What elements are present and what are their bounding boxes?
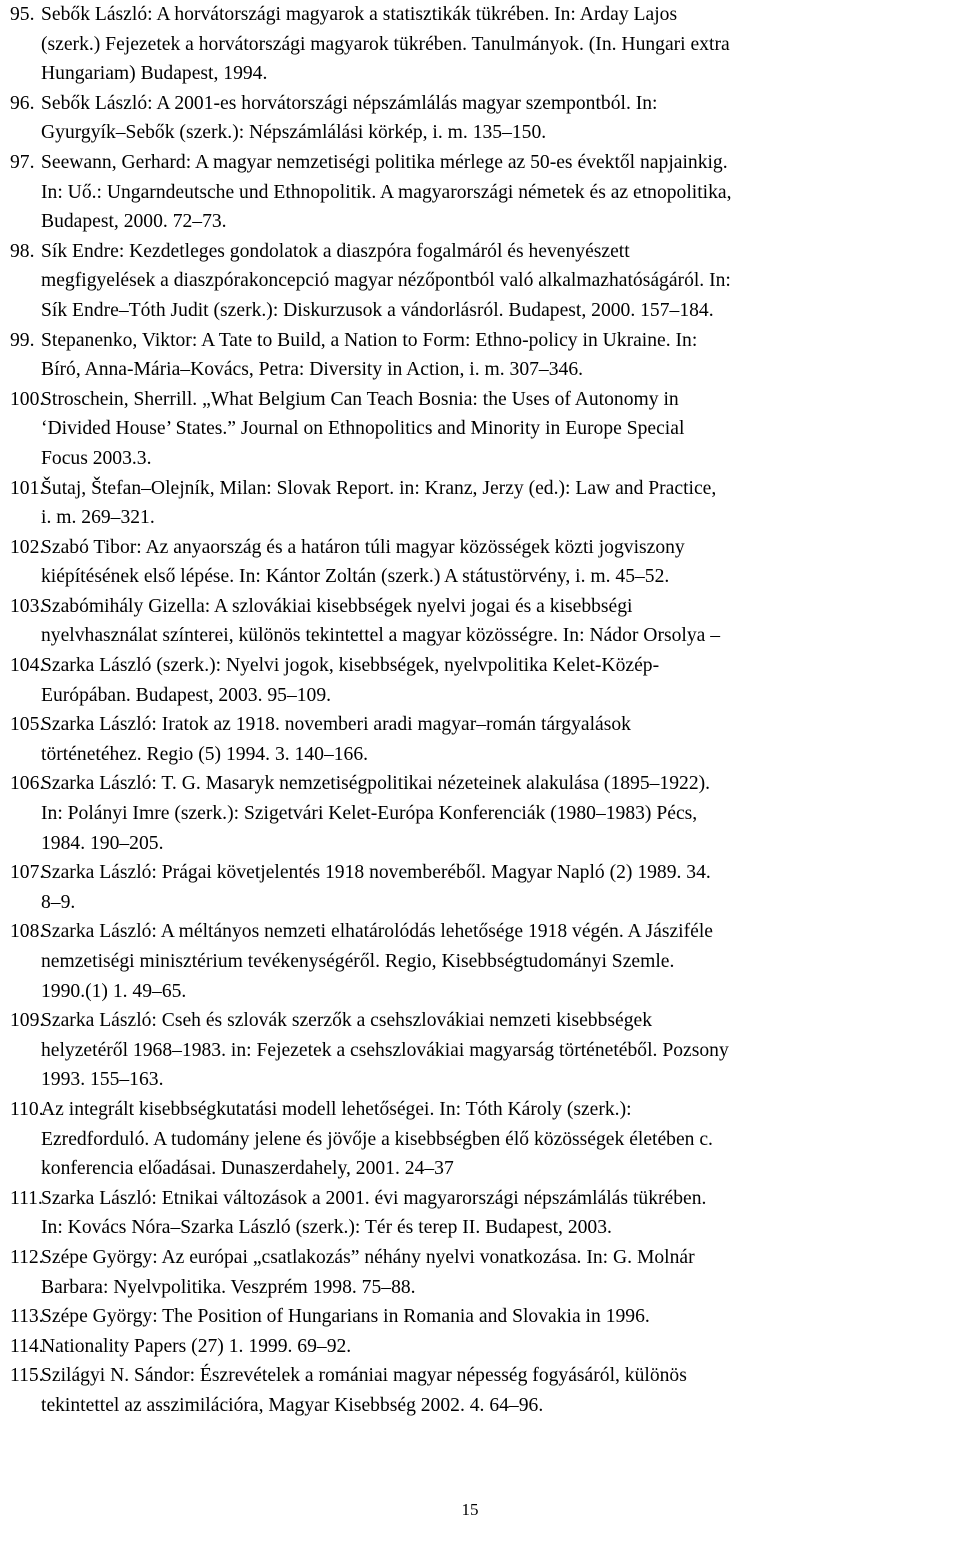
reference-text-line: Európában. Budapest, 2003. 95–109. bbox=[41, 684, 332, 706]
reference-item bbox=[10, 1095, 950, 1184]
reference-list bbox=[10, 0, 950, 1421]
reference-text-line: Hungariam) Budapest, 1994. bbox=[41, 63, 268, 85]
reference-number: 95. bbox=[10, 4, 35, 25]
reference-item bbox=[10, 89, 950, 148]
reference-text-line: megfigyelések a diaszpórakoncepció magyar nézőpontból való alkalmazhatóságáról. In: bbox=[41, 270, 731, 292]
reference-item bbox=[10, 1302, 950, 1332]
reference-text-line: In: Polányi Imre (szerk.): Szigetvári Kelet-Európa Konferenciák (1980–1983) Pécs, bbox=[41, 803, 698, 825]
reference-text-line: 1990.(1) 1. 49–65. bbox=[41, 980, 187, 1002]
reference-text-line: helyzetéről 1968–1983. in: Fejezetek a csehszlovákiai magyarság történetéből. Pozsony bbox=[41, 1039, 729, 1061]
reference-number: 104. bbox=[10, 655, 45, 677]
reference-item bbox=[10, 1006, 950, 1095]
reference-item bbox=[10, 1361, 950, 1420]
reference-number: 109. bbox=[10, 1010, 45, 1032]
reference-text-line: konferencia előadásai. Dunaszerdahely, 2001. 24–37 bbox=[41, 1158, 454, 1180]
reference-item bbox=[10, 1332, 950, 1362]
reference-text-line: Szarka László: A méltányos nemzeti elhatárolódás lehetősége 1918 végén. A Jásziféle bbox=[41, 921, 713, 943]
reference-text-line: Szarka László: Etnikai változások a 2001. évi magyarországi népszámlálás tükrében. bbox=[41, 1187, 707, 1209]
reference-item bbox=[10, 769, 950, 858]
reference-number: 101. bbox=[10, 477, 45, 499]
reference-text-line: Nationality Papers (27) 1. 1999. 69–92. bbox=[41, 1335, 352, 1357]
reference-text-line: Stroschein, Sherrill. „What Belgium Can Teach Bosnia: the Uses of Autonomy in bbox=[41, 388, 679, 410]
reference-text-line: Bíró, Anna-Mária–Kovács, Petra: Diversity in Action, i. m. 307–346. bbox=[41, 359, 584, 381]
reference-item bbox=[10, 474, 950, 533]
reference-text-line: Ezredforduló. A tudomány jelene és jövője a kisebbségben élő közösségek életében c. bbox=[41, 1128, 713, 1150]
reference-number: 99. bbox=[10, 329, 35, 351]
reference-text-line: Sebők László: A horvátországi magyarok a statisztikák tükrében. In: Arday Lajos bbox=[41, 4, 678, 25]
reference-item bbox=[10, 326, 950, 385]
reference-item bbox=[10, 651, 950, 710]
reference-number: 108. bbox=[10, 921, 45, 943]
reference-text-line: In: Kovács Nóra–Szarka László (szerk.): Tér és terep II. Budapest, 2003. bbox=[41, 1217, 612, 1239]
reference-number: 105. bbox=[10, 714, 45, 736]
reference-item bbox=[10, 917, 950, 1006]
reference-number: 97. bbox=[10, 151, 35, 173]
reference-text-line: Focus 2003.3. bbox=[41, 447, 152, 469]
reference-number: 110. bbox=[10, 1098, 44, 1120]
page-number: 15 bbox=[461, 1500, 479, 1519]
reference-text-line: történetéhez. Regio (5) 1994. 3. 140–166. bbox=[41, 743, 369, 765]
reference-text-line: Barbara: Nyelvpolitika. Veszprém 1998. 75–88. bbox=[41, 1276, 416, 1298]
reference-item bbox=[10, 592, 950, 651]
reference-number: 106. bbox=[10, 773, 45, 795]
reference-text-line: Sík Endre: Kezdetleges gondolatok a diaszpóra fogalmáról és hevenyészett bbox=[41, 240, 630, 262]
reference-text-line: Budapest, 2000. 72–73. bbox=[41, 211, 227, 233]
reference-text-line: 1984. 190–205. bbox=[41, 832, 164, 854]
reference-text-line: Stepanenko, Viktor: A Tate to Build, a Nation to Form: Ethno-policy in Ukraine. In: bbox=[41, 329, 698, 351]
reference-number: 102. bbox=[10, 536, 45, 558]
reference-number: 113. bbox=[10, 1306, 44, 1328]
reference-text-line: i. m. 269–321. bbox=[41, 507, 155, 529]
reference-text-line: Szarka László: Prágai követjelentés 1918 novemberéből. Magyar Napló (2) 1989. 34. bbox=[41, 862, 711, 884]
reference-text-line: Šutaj, Štefan–Olejník, Milan: Slovak Report. in: Kranz, Jerzy (ed.): Law and Practice, bbox=[41, 477, 717, 499]
reference-item bbox=[10, 533, 950, 592]
reference-text-line: In: Uő.: Ungarndeutsche und Ethnopolitik. A magyarországi németek és az etnopolitika, bbox=[41, 181, 732, 203]
reference-item bbox=[10, 1184, 950, 1243]
reference-text-line: 1993. 155–163. bbox=[41, 1069, 164, 1091]
reference-text-line: Szabó Tibor: Az anyaország és a határon túli magyar közösségek közti jogviszony bbox=[41, 536, 685, 558]
reference-text-line: Szépe György: Az európai „csatlakozás” néhány nyelvi vonatkozása. In: G. Molnár bbox=[41, 1246, 695, 1268]
reference-item bbox=[10, 148, 950, 237]
reference-text-line: Szépe György: The Position of Hungarians in Romania and Slovakia in 1996. bbox=[41, 1306, 650, 1328]
reference-text-line: Seewann, Gerhard: A magyar nemzetiségi politika mérlege az 50-es évektől napjainkig. bbox=[41, 151, 728, 173]
reference-item bbox=[10, 710, 950, 769]
reference-text-line: 8–9. bbox=[41, 891, 76, 913]
reference-text-line: Sebők László: A 2001-es horvátországi népszámlálás magyar szempontból. In: bbox=[41, 92, 658, 114]
reference-number: 107. bbox=[10, 862, 45, 884]
reference-text-line: Szarka László: Iratok az 1918. novemberi aradi magyar–román tárgyalások bbox=[41, 714, 631, 736]
reference-text-line: Sík Endre–Tóth Judit (szerk.): Diskurzusok a vándorlásról. Budapest, 2000. 157–184. bbox=[41, 299, 714, 321]
reference-text-line: Szarka László: Cseh és szlovák szerzők a csehszlovákiai nemzeti kisebbségek bbox=[41, 1010, 652, 1032]
reference-text-line: (szerk.) Fejezetek a horvátországi magyarok tükrében. Tanulmányok. (In. Hungari extra bbox=[41, 33, 730, 55]
reference-number: 100. bbox=[10, 388, 45, 410]
reference-number: 98. bbox=[10, 240, 35, 262]
reference-number: 96. bbox=[10, 92, 35, 114]
reference-text-line: kiépítésének első lépése. In: Kántor Zoltán (szerk.) A státustörvény, i. m. 45–52. bbox=[41, 566, 670, 588]
reference-item bbox=[10, 1243, 950, 1302]
reference-item bbox=[10, 237, 950, 326]
reference-text-line: Szarka László (szerk.): Nyelvi jogok, kisebbségek, nyelvpolitika Kelet-Közép- bbox=[41, 655, 660, 677]
reference-text-line: ‘Divided House’ States.” Journal on Ethnopolitics and Minority in Europe Special bbox=[41, 418, 685, 440]
reference-number: 115. bbox=[10, 1365, 44, 1387]
reference-number: 114. bbox=[10, 1335, 44, 1357]
reference-text-line: Szilágyi N. Sándor: Észrevételek a romániai magyar népesség fogyásáról, különös bbox=[41, 1365, 687, 1387]
reference-text-line: nyelvhasználat színterei, különös tekintettel a magyar közösségre. In: Nádor Orsolya – bbox=[41, 625, 721, 647]
reference-text-line: nemzetiségi minisztérium tevékenységéről. Regio, Kisebbségtudományi Szemle. bbox=[41, 951, 675, 972]
reference-text-line: tekintettel az asszimilációra, Magyar Kisebbség 2002. 4. 64–96. bbox=[41, 1394, 544, 1416]
reference-item bbox=[10, 0, 950, 89]
reference-number: 103. bbox=[10, 595, 45, 617]
reference-text-line: Az integrált kisebbségkutatási modell lehetőségei. In: Tóth Károly (szerk.): bbox=[41, 1098, 632, 1120]
reference-text-line: Szarka László: T. G. Masaryk nemzetiségpolitikai nézeteinek alakulása (1895–1922). bbox=[41, 773, 711, 795]
reference-number: 112. bbox=[10, 1246, 44, 1268]
reference-number: 111. bbox=[10, 1187, 43, 1209]
reference-item bbox=[10, 385, 950, 474]
reference-text-line: Szabómihály Gizella: A szlovákiai kisebbségek nyelvi jogai és a kisebbségi bbox=[41, 595, 633, 617]
reference-text-line: Gyurgyík–Sebők (szerk.): Népszámlálási körkép, i. m. 135–150. bbox=[41, 122, 547, 144]
reference-item bbox=[10, 858, 950, 917]
